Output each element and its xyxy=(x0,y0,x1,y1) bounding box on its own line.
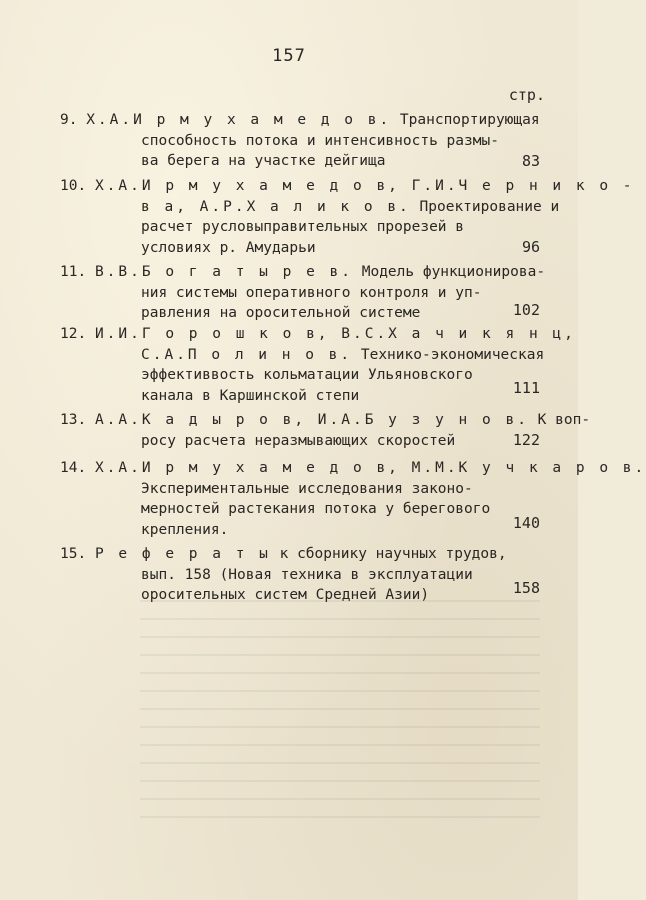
entry-number: 13. xyxy=(60,412,87,428)
page-number: 157 xyxy=(272,46,306,66)
entry-authors: Х.А.И р м у х а м е д о в, М.М.К у ч к а р о в. xyxy=(94,460,646,476)
entry-line xyxy=(60,176,635,197)
toc-entry xyxy=(60,324,576,406)
entry-authors: В.В.Б о г а т ы р е в. xyxy=(94,264,353,280)
entry-line: Экспериментальные исследования законо- xyxy=(141,480,473,497)
toc-entry xyxy=(60,110,540,172)
entry-line: канала в Каршинской степи xyxy=(141,387,360,404)
entry-line xyxy=(60,410,591,431)
toc-entry xyxy=(60,262,546,324)
entry-line xyxy=(60,262,546,283)
entry-authors: А.А.К а д ы р о в, И.А.Б у з у н о в. xyxy=(94,412,529,428)
entry-line: способность потока и интенсивность размы- xyxy=(141,132,499,149)
toc-entry xyxy=(60,176,635,258)
entry-number: 11. xyxy=(60,264,87,280)
entry-authors: в а, А.Р.Х а л и к о в. xyxy=(141,198,411,215)
entry-line: росу расчета неразмывающих скоростей xyxy=(141,432,456,449)
entry-page: 96 xyxy=(521,238,540,256)
entry-number: 9. xyxy=(60,112,78,128)
entry-line xyxy=(60,324,576,345)
entry-number: 14. xyxy=(60,460,87,476)
entry-line: равления на оросительной системе xyxy=(141,305,421,321)
entry-line: оросительных систем Средней Азии) xyxy=(141,587,430,603)
entry-page: 122 xyxy=(512,431,540,449)
entry-page: 140 xyxy=(512,514,540,532)
entry-line xyxy=(60,544,540,565)
entry-number: 15. xyxy=(60,546,87,562)
entry-title: К воп- xyxy=(528,412,591,428)
entry-authors: И.И.Г о р о ш к о в, В.С.Х а ч и к я н ц, xyxy=(94,326,576,342)
entry-number: 12. xyxy=(60,326,87,342)
entry-line xyxy=(60,197,560,218)
entry-title: Технико-экономическая xyxy=(352,346,545,363)
bleed-through-text xyxy=(140,600,540,820)
entry-page: 102 xyxy=(512,301,540,319)
entry-line: эффективвость кольматации Ульяновского xyxy=(141,367,473,383)
entry-line xyxy=(60,110,540,131)
entry-page: 158 xyxy=(512,579,540,597)
entry-title: Модель функционирова- xyxy=(353,264,546,280)
entry-line: вып. 158 (Новая техника в эксплуатации xyxy=(141,566,473,583)
entry-page: 111 xyxy=(512,379,540,397)
entry-authors: Х.А.И р м у х а м е д о в, Г.И.Ч е р н и к о - xyxy=(94,178,635,194)
toc-entry xyxy=(60,458,646,540)
entry-title: Транспортирующая xyxy=(391,112,540,128)
toc-entry xyxy=(60,544,540,606)
entry-line: ния системы оперативного контроля и уп- xyxy=(141,284,482,301)
entry-number: 10. xyxy=(60,178,87,194)
entry-line xyxy=(60,345,545,366)
entry-line xyxy=(60,458,646,479)
entry-line: крепления. xyxy=(141,521,229,538)
entry-line: мерностей растекания потока у берегового xyxy=(141,501,491,517)
entry-line: условиях р. Амударьи xyxy=(141,239,316,256)
entry-title: Проектирование и xyxy=(410,198,560,215)
entry-authors: Х.А.И р м у х а м е д о в. xyxy=(86,112,392,128)
toc-entry xyxy=(60,410,591,451)
entry-title: к сборнику научных трудов, xyxy=(270,546,507,562)
entry-line: ва берега на участке дейгища xyxy=(141,153,386,169)
entry-authors: С.А.П о л и н о в. xyxy=(141,346,353,363)
page-column-label: стр. xyxy=(508,86,545,104)
entry-authors: Р е ф е р а т ы xyxy=(94,546,271,562)
entry-page: 83 xyxy=(521,152,540,170)
entry-line: расчет русловыправительных прорезей в xyxy=(141,219,465,235)
